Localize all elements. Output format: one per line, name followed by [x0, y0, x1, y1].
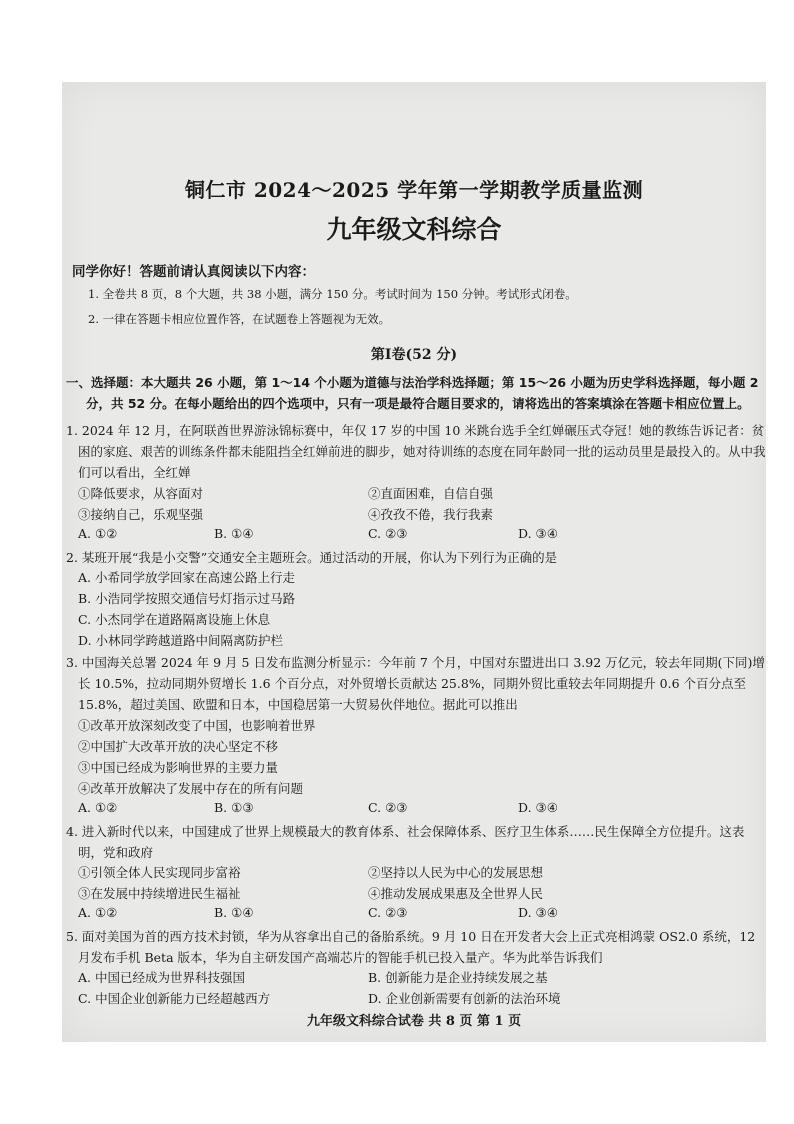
statement-item: ①改革开放深刻改变了中国，也影响着世界 [78, 718, 316, 733]
statement-item: ②直面困难，自信自强 [368, 486, 494, 501]
statement-item: ④推动发展成果惠及全世界人民 [368, 886, 544, 901]
paper-content [62, 82, 766, 1042]
answer-option: B. ①③ [214, 800, 254, 815]
answer-option: C. ②③ [368, 800, 408, 815]
intro-greeting: 同学你好！答题前请认真阅读以下内容： [72, 264, 315, 280]
intro-note: 1. 全卷共 8 页，8 个大题，共 38 小题，满分 150 分。考试时间为 150 分钟。考试形式闭卷。 [88, 287, 577, 301]
question-stem: 4. 进入新时代以来，中国建成了世界上规模最大的教育体系、社会保障体系、医疗卫生体系……民生保障全方位提升。这表明，党和政府 [66, 824, 745, 860]
statement-item: ④改革开放解决了发展中存在的所有问题 [78, 781, 304, 796]
question-stem: 3. 中国海关总署 2024 年 9 月 5 日发布监测分析显示：今年前 7 个月，中国对东盟进出口 3.92 万亿元，较去年同期(下同)增长 10.5%，拉动同期外贸增长 1.6 个百分点，对外贸增长贡献达 25.8%，同期外贸比重较去年同期提升 0.6 个百分点至 15.8%，超过美国、欧盟和日本，中国稳居第一大贸易伙伴地位。据此可以推出 [66, 655, 765, 712]
statement-item: ④孜孜不倦，我行我素 [368, 507, 494, 522]
question-stem: 5. 面对美国为首的西方技术封锁，华为从容拿出自己的备胎系统。9 月 10 日在开发者大会上正式亮相鸿蒙 OS2.0 系统，12 月发布手机 Beta 版本，华为自主研发国产高端芯片的智能手机已投入量产。华为此举告诉我们 [66, 929, 756, 965]
statement-item: ③在发展中持续增进民生福祉 [78, 886, 241, 901]
exam-title: 铜仁市 2024～2025 学年第一学期教学质量监测 [184, 178, 644, 202]
answer-option: D. ③④ [518, 905, 558, 920]
answer-option: A. ①② [78, 905, 118, 920]
answer-option: D. 小林同学跨越道路中间隔离防护栏 [78, 633, 284, 648]
answer-option: B. ①④ [214, 526, 254, 541]
statement-item: ③接纳自己，乐观坚强 [78, 507, 204, 522]
statement-item: ②坚持以人民为中心的发展思想 [368, 865, 544, 880]
page-footer: 九年级文科综合试卷 共 8 页 第 1 页 [306, 1014, 522, 1029]
exam-subtitle: 九年级文科综合 [326, 215, 502, 244]
answer-option: D. ③④ [518, 800, 558, 815]
answer-option: C. 中国企业创新能力已经超越西方 [78, 991, 271, 1006]
answer-option: C. ②③ [368, 905, 408, 920]
statement-item: ③中国已经成为影响世界的主要力量 [78, 760, 279, 775]
answer-option: D. 企业创新需要有创新的法治环境 [368, 991, 561, 1006]
answer-option: A. 小希同学放学回家在高速公路上行走 [78, 570, 295, 585]
statement-item: ①引领全体人民实现同步富裕 [78, 865, 241, 880]
answer-option: A. ①② [78, 526, 118, 541]
answer-option: B. 小浩同学按照交通信号灯指示过马路 [78, 591, 296, 606]
question-stem: 2. 某班开展“我是小交警”交通安全主题班会。通过活动的开展，你认为下列行为正确的是 [66, 550, 558, 565]
answer-option: B. 创新能力是企业持续发展之基 [368, 970, 548, 985]
statement-item: ②中国扩大改革开放的决心坚定不移 [78, 739, 279, 754]
section-instruction: 一、选择题：本大题共 26 小题，第 1～14 个小题为道德与法治学科选择题；第 15～26 小题为历史学科选择题，每小题 2 分，共 52 分。在每小题给出的四个选项中，只有一项是最符合题目要求的，请将选出的答案填涂在答题卡相应位置上。 [66, 375, 759, 411]
statement-item: ①降低要求，从容面对 [78, 486, 204, 501]
answer-option: A. ①② [78, 800, 118, 815]
answer-option: D. ③④ [518, 526, 558, 541]
question-stem: 1. 2024 年 12 月，在阿联酋世界游泳锦标赛中，年仅 17 岁的中国 10 米跳台选手全红婵碾压式夺冠！她的教练告诉记者：贫困的家庭、艰苦的训练条件都未能阻挡全红婵前进的脚步，她对待训练的态度在同年龄同一批的运动员里是最投入的。从中我们可以看出，全红婵 [66, 423, 766, 480]
answer-option: B. ①④ [214, 905, 254, 920]
intro-note: 2. 一律在答题卡相应位置作答，在试题卷上答题视为无效。 [88, 312, 391, 326]
answer-option: C. 小杰同学在道路隔离设施上休息 [78, 612, 271, 627]
answer-option: A. 中国已经成为世界科技强国 [78, 970, 245, 985]
answer-option: C. ②③ [368, 526, 408, 541]
section-title: 第Ⅰ卷(52 分) [370, 347, 458, 363]
